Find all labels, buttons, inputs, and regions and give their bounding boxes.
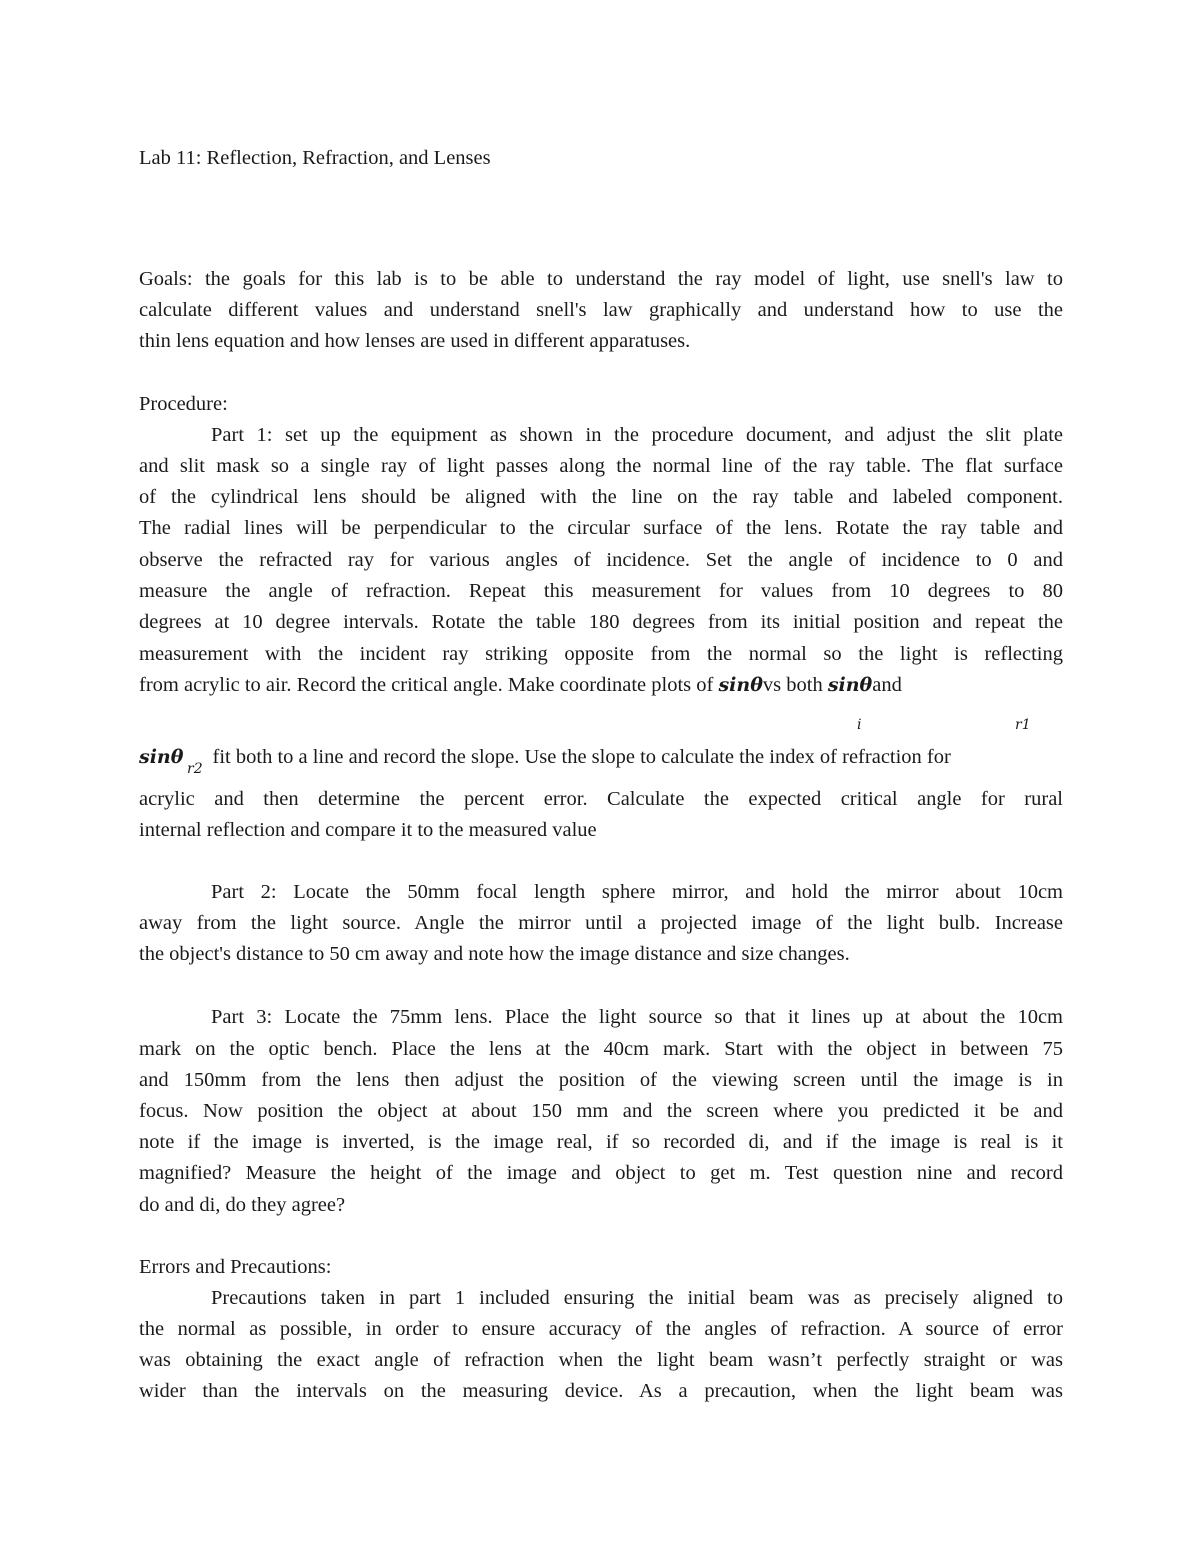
part1-line: observe the refracted ray for various angles of incidence. Set the angle of incidence to 0 and [139, 549, 1063, 571]
part1-line: and slit mask so a single ray of light passes along the normal line of the ray table. The flat surface [139, 455, 1063, 477]
errors-heading: Errors and Precautions: [139, 1256, 332, 1278]
part2-line: the object's distance to 50 cm away and note how the image distance and size changes. [139, 943, 850, 965]
errors-line: Precautions taken in part 1 included ensuring the initial beam was as precisely aligned to [211, 1287, 1063, 1309]
part1-line: The radial lines will be perpendicular to the circular surface of the lens. Rotate the ray table and [139, 517, 1063, 539]
part3-line: and 150mm from the lens then adjust the position of the viewing screen until the image is in [139, 1069, 1063, 1091]
part3-line: focus. Now position the object at about 150 mm and the screen where you predicted it be and [139, 1100, 1063, 1122]
sin-theta-symbol: sinθ [139, 746, 184, 768]
part1-line: measure the angle of refraction. Repeat this measurement for values from 10 degrees to 80 [139, 580, 1063, 602]
part3-line: Part 3: Locate the 75mm lens. Place the light source so that it lines up at about the 10cm [211, 1006, 1063, 1028]
sin-theta-symbol: sinθ [718, 674, 763, 696]
errors-line: wider than the intervals on the measuring device. As a precaution, when the light beam was [139, 1380, 1063, 1402]
goals-line: Goals: the goals for this lab is to be able to understand the ray model of light, use snell's law to [139, 268, 1063, 290]
part3-line: magnified? Measure the height of the image and object to get m. Test question nine and record [139, 1162, 1063, 1184]
procedure-heading: Procedure: [139, 393, 228, 415]
subscript-r2: r2 [187, 761, 203, 777]
part3-line: do and di, do they agree? [139, 1194, 346, 1216]
formula-text: and [872, 674, 902, 696]
part1-line: measurement with the incident ray striking opposite from the normal so the light is reflecting [139, 643, 1063, 665]
part3-line: note if the image is inverted, is the image real, if so recorded di, and if the image is real is it [139, 1131, 1063, 1153]
part1-formula-line [139, 671, 902, 699]
subscript-i: i [857, 717, 862, 733]
part3-line: mark on the optic bench. Place the lens at the 40cm mark. Start with the object in between 75 [139, 1038, 1063, 1060]
document-title: Lab 11: Reflection, Refraction, and Lenses [139, 147, 491, 169]
part1-line: of the cylindrical lens should be aligned with the line on the ray table and labeled component. [139, 486, 1063, 508]
part1-line: internal reflection and compare it to the measured value [139, 819, 597, 841]
goals-line: thin lens equation and how lenses are used in different apparatuses. [139, 330, 691, 352]
formula-text: vs both [762, 674, 828, 696]
errors-line: the normal as possible, in order to ensure accuracy of the angles of refraction. A source of error [139, 1318, 1063, 1340]
part1-line: acrylic and then determine the percent error. Calculate the expected critical angle for rural [139, 788, 1063, 810]
errors-line: was obtaining the exact angle of refraction when the light beam wasn’t perfectly straight or was [139, 1349, 1063, 1371]
part1-line: Part 1: set up the equipment as shown in the procedure document, and adjust the slit plate [211, 424, 1063, 446]
sin-theta-symbol: sinθ [827, 674, 873, 696]
part2-line: away from the light source. Angle the mirror until a projected image of the light bulb. Increase [139, 912, 1063, 934]
part2-line: Part 2: Locate the 50mm focal length sphere mirror, and hold the mirror about 10cm [211, 881, 1063, 903]
part1-formula-line-2 [139, 743, 951, 771]
formula-text: fit both to a line and record the slope. Use the slope to calculate the index of refraction for [207, 746, 951, 768]
part1-line: degrees at 10 degree intervals. Rotate the table 180 degrees from its initial position and repeat the [139, 611, 1063, 633]
subscript-r1: r1 [1015, 717, 1031, 733]
formula-text: from acrylic to air. Record the critical angle. Make coordinate plots of [139, 674, 719, 696]
goals-line: calculate different values and understand snell's law graphically and understand how to use the [139, 299, 1063, 321]
